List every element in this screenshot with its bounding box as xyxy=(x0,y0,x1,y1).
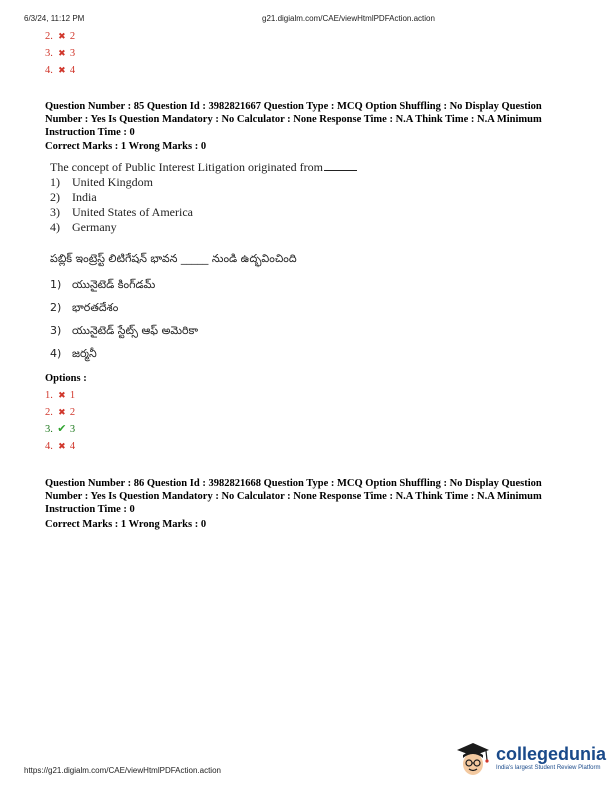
option-item: 2. ✖ 2 xyxy=(45,404,75,421)
print-footer-url: https://g21.digialm.com/CAE/viewHtmlPDFAction.action xyxy=(24,766,221,775)
question-85-meta: Question Number : 85 Question Id : 3982821667 Question Type : MCQ Option Shuffling : No Display Question Number : Yes Is Question Mandatory : No Calculator : None Response Time : N.A Think Time : N.A Minimum Instruction Time : 0 xyxy=(45,101,542,138)
question-85-text-te: పబ్లిక్ ఇంట్రెస్ట్ లిటిగేషన్ భావన _____ నుండి ఉద్భవించింది xyxy=(50,252,297,265)
collegedunia-logo xyxy=(453,738,606,778)
choice-item: 4) Germany xyxy=(50,220,117,234)
cross-icon: ✖ xyxy=(58,65,66,75)
brand-name: collegedunia xyxy=(495,744,606,764)
option-item: 3. ✖ 3 xyxy=(45,45,75,62)
question-85-choices-te xyxy=(50,273,198,365)
choice-item: 3) United States of America xyxy=(50,205,193,219)
mascot-icon xyxy=(453,738,493,778)
cross-icon: ✖ xyxy=(58,441,66,451)
cross-icon: ✖ xyxy=(58,48,66,58)
choice-item: 4) జర్మనీ xyxy=(50,347,97,360)
options-heading: Options : xyxy=(45,373,87,384)
cross-icon: ✖ xyxy=(58,31,66,41)
cross-icon: ✖ xyxy=(58,390,66,400)
cross-icon: ✖ xyxy=(58,407,66,417)
question-85-options xyxy=(45,387,75,455)
option-item: 4. ✖ 4 xyxy=(45,62,75,79)
choice-item: 2) India xyxy=(50,190,97,204)
option-item: 2. ✖ 2 xyxy=(45,28,75,45)
question-86-meta: Question Number : 86 Question Id : 3982821668 Question Type : MCQ Option Shuffling : No Display Question Number : Yes Is Question Mandatory : No Calculator : None Response Time : N.A Think Time : N.A Minimum Instruction Time : 0 xyxy=(45,478,542,515)
prev-options-list xyxy=(45,28,75,79)
print-datetime: 6/3/24, 11:12 PM xyxy=(24,14,85,23)
option-item: 1. ✖ 1 xyxy=(45,387,75,404)
choice-item: 2) భారతదేశం xyxy=(50,301,119,314)
question-85-text-en: The concept of Public Interest Litigation originated from xyxy=(50,160,357,175)
question-85-marks: Correct Marks : 1 Wrong Marks : 0 xyxy=(45,141,207,152)
question-86-marks: Correct Marks : 1 Wrong Marks : 0 xyxy=(45,519,207,530)
choice-item: 3) యునైటెడ్ స్టేట్స్ ఆఫ్ అమెరికా xyxy=(50,324,199,337)
option-item-correct: 3. ✔ 3 xyxy=(45,421,75,438)
blank-line xyxy=(324,160,357,171)
choice-item: 1) యునైటెడ్ కింగ్‌డమ్ xyxy=(50,278,156,291)
print-header-url: g21.digialm.com/CAE/viewHtmlPDFAction.action xyxy=(262,14,435,23)
option-item: 4. ✖ 4 xyxy=(45,438,75,455)
brand-tagline: India's largest Student Review Platform xyxy=(495,765,601,771)
checkmark-icon: ✔ xyxy=(57,423,67,435)
question-85-choices-en xyxy=(50,175,193,235)
choice-item: 1) United Kingdom xyxy=(50,175,153,189)
